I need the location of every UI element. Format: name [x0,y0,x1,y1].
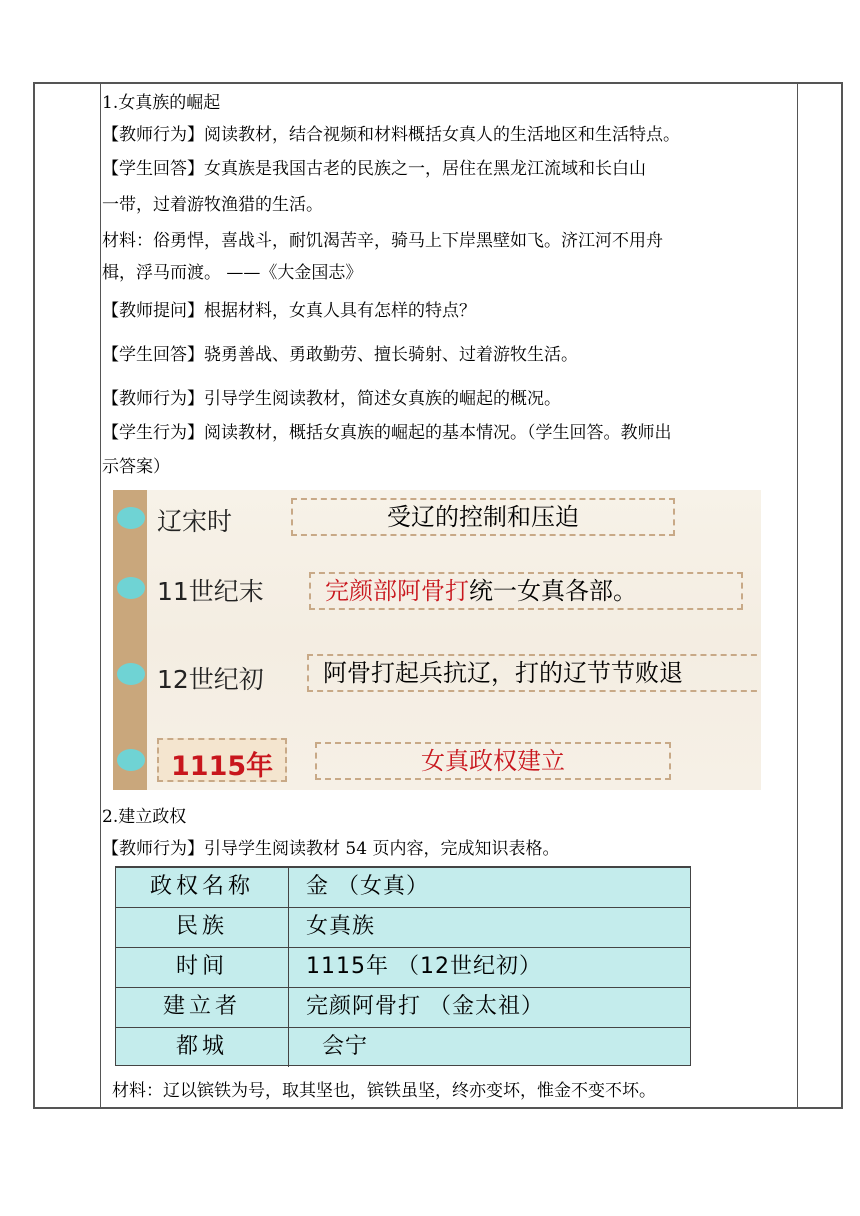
table-cell-name: 都城 [175,1034,228,1059]
teacher-question: 【教师提问】根据材料，女真人具有怎样的特点？ [102,301,476,321]
table-row [116,947,690,987]
column-divider-left [100,82,101,1109]
table-row [116,1027,690,1067]
material-2: 材料：辽以镔铁为号，取其坚也，镔铁虽坚，终亦变坏，惟金不变不坏。 [112,1081,656,1101]
table-cell-name: 时间 [175,954,228,979]
timeline-bar [113,490,147,790]
knowledge-table [115,866,691,1066]
section2-title: 2.建立政权 [102,807,187,827]
timeline-label: 12世纪初 [157,665,264,694]
student-action-b: 示答案） [102,457,170,477]
table-cell-value: 金 （女真） [306,874,429,899]
table-cell-value: 完颜阿骨打 （金太祖） [306,994,544,1019]
column-divider-right [797,82,798,1109]
table-cell-value: 女真族 [306,914,376,939]
table-cell-name: 建立者 [162,994,241,1019]
timeline-label-year: 1115年 [171,751,274,782]
timeline-text: 女真政权建立 [315,742,671,780]
section1-title: 1.女真族的崛起 [102,93,221,113]
student-answer-1b: 一带，过着游牧渔猎的生活。 [102,195,323,215]
timeline-image [113,490,761,790]
material-1a: 材料：俗勇悍，喜战斗，耐饥渴苦辛，骑马上下岸黑壁如飞。济江河不用舟 [102,231,663,251]
timeline-text-red: 完颜部阿骨打 [325,577,469,605]
timeline-label: 辽宋时 [157,507,233,536]
table-cell-name: 政权名称 [149,874,254,899]
timeline-label: 11世纪末 [157,577,264,606]
teacher-action-2: 【教师行为】引导学生阅读教材，简述女真族的崛起的概况。 [102,389,561,409]
table-cell-value: 会宁 [306,1034,368,1059]
timeline-dot [117,507,145,529]
timeline-text: 受辽的控制和压迫 [291,498,675,536]
student-action-a: 【学生行为】阅读教材，概括女真族的崛起的基本情况。（学生回答。教师出 [102,423,672,443]
table-row [116,987,690,1027]
student-answer-2: 【学生回答】骁勇善战、勇敢勤劳、擅长骑射、过着游牧生活。 [102,345,578,365]
timeline-text-rest: 统一女真各部。 [469,577,637,605]
table-cell-value: 1115年 （12世纪初） [306,954,542,979]
student-answer-1a: 【学生回答】女真族是我国古老的民族之一，居住在黑龙江流域和长白山 [102,159,646,179]
material-1b: 楫，浮马而渡。 ——《大金国志》 [102,263,363,283]
timeline-text: 阿骨打起兵抗辽，打的辽节节败退 [307,654,761,692]
table-cell-name: 民族 [175,914,228,939]
timeline-dot [117,663,145,685]
table-row [116,867,690,907]
table-row [116,907,690,947]
timeline-dot [117,577,145,599]
timeline-text [309,572,743,610]
teacher-action-3: 【教师行为】引导学生阅读教材 54 页内容，完成知识表格。 [102,839,560,859]
teacher-action-1: 【教师行为】阅读教材，结合视频和材料概括女真人的生活地区和生活特点。 [102,125,680,145]
timeline-dot [117,749,145,771]
